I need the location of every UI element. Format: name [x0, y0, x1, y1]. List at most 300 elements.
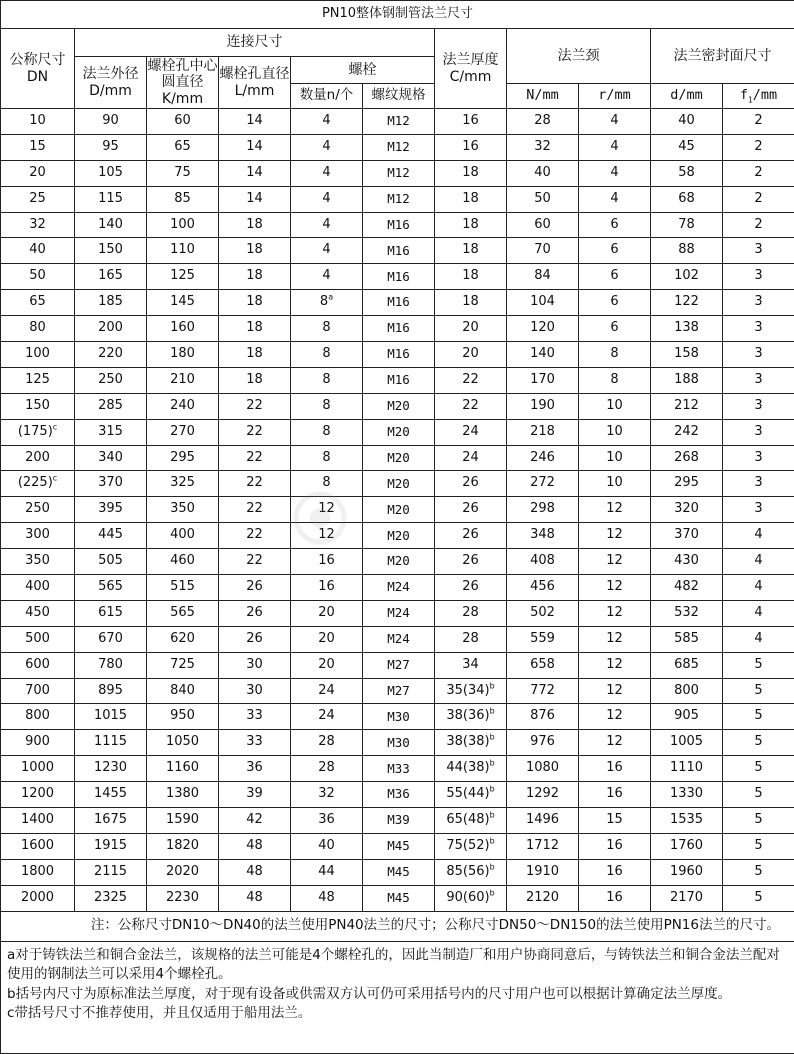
cell-n: 4 [291, 212, 363, 238]
cell-dn: 800 [1, 704, 75, 730]
cell-d: 445 [75, 523, 147, 549]
cell-n: 12 [291, 523, 363, 549]
cell-n: 8 [291, 393, 363, 419]
cell-k: 400 [147, 523, 219, 549]
cell-f1: 5 [723, 808, 794, 834]
cell-f1: 5 [723, 885, 794, 911]
cell-c: 20 [435, 316, 507, 342]
cell-c: 18 [435, 290, 507, 316]
cell-k: 2230 [147, 885, 219, 911]
cell-n: 24 [291, 704, 363, 730]
cell-c: 26 [435, 575, 507, 601]
cell-r: 12 [579, 730, 651, 756]
cell-d: 158 [651, 342, 723, 368]
cell-n: 976 [507, 730, 579, 756]
cell-dn: 125 [1, 367, 75, 393]
table-row [1, 678, 794, 704]
cell-n: 772 [507, 678, 579, 704]
cell-l: 18 [219, 290, 291, 316]
cell-n: 48 [291, 885, 363, 911]
cell-n: 4 [291, 160, 363, 186]
cell-l: 18 [219, 367, 291, 393]
table-row [1, 523, 794, 549]
header-outer-diameter: 法兰外径D/mm [75, 57, 147, 109]
cell-d: 895 [75, 678, 147, 704]
table-row [1, 367, 794, 393]
cell-c: $90(60)^b$ [435, 885, 507, 911]
cell-thread: M20 [363, 497, 435, 523]
cell-d: 1960 [651, 859, 723, 885]
cell-d: 370 [75, 471, 147, 497]
cell-l: 14 [219, 160, 291, 186]
cell-f1: 3 [723, 367, 794, 393]
cell-l: 14 [219, 186, 291, 212]
table-row [1, 445, 794, 471]
footnote-c: c带括号尺寸不推荐使用，并且仅适用于船用法兰。 [7, 1004, 788, 1024]
cell-d: 370 [651, 523, 723, 549]
cell-d: 615 [75, 600, 147, 626]
cell-d: 585 [651, 626, 723, 652]
cell-n: 8 [291, 471, 363, 497]
cell-thread: M30 [363, 704, 435, 730]
cell-c: 26 [435, 523, 507, 549]
cell-dn: 1000 [1, 756, 75, 782]
table-row [1, 575, 794, 601]
cell-d: 165 [75, 264, 147, 290]
cell-r: 12 [579, 600, 651, 626]
cell-d: 482 [651, 575, 723, 601]
table-row [1, 342, 794, 368]
cell-r: 8 [579, 342, 651, 368]
cell-n: 408 [507, 549, 579, 575]
cell-k: 1160 [147, 756, 219, 782]
cell-r: 12 [579, 652, 651, 678]
cell-dn: $(225)^c$ [1, 471, 75, 497]
header-dn: 公称尺寸DN [1, 29, 75, 109]
cell-l: 22 [219, 419, 291, 445]
cell-d: 2170 [651, 885, 723, 911]
cell-f1: 5 [723, 652, 794, 678]
cell-k: 565 [147, 600, 219, 626]
cell-f1: 5 [723, 782, 794, 808]
cell-f1: 4 [723, 626, 794, 652]
cell-c: 28 [435, 626, 507, 652]
cell-d: 242 [651, 419, 723, 445]
cell-n: 84 [507, 264, 579, 290]
table-row [1, 808, 794, 834]
cell-r: 16 [579, 885, 651, 911]
cell-d: 40 [651, 109, 723, 135]
cell-d: 102 [651, 264, 723, 290]
cell-r: 6 [579, 238, 651, 264]
table-body [1, 109, 794, 912]
cell-c: 16 [435, 109, 507, 135]
cell-n: 20 [291, 652, 363, 678]
table-row [1, 600, 794, 626]
cell-thread: M20 [363, 523, 435, 549]
cell-k: 60 [147, 109, 219, 135]
cell-thread: M16 [363, 290, 435, 316]
cell-dn: 1800 [1, 859, 75, 885]
cell-c: 20 [435, 342, 507, 368]
cell-d: 1015 [75, 704, 147, 730]
cell-n: 8 [291, 316, 363, 342]
table-row [1, 160, 794, 186]
header-neck-r: r/mm [579, 84, 651, 109]
cell-f1: 5 [723, 756, 794, 782]
header-thread: 螺纹规格 [363, 84, 435, 109]
cell-c: 26 [435, 497, 507, 523]
cell-d: 565 [75, 575, 147, 601]
cell-l: 22 [219, 471, 291, 497]
cell-d: 532 [651, 600, 723, 626]
cell-n: 4 [291, 186, 363, 212]
cell-d: 1330 [651, 782, 723, 808]
cell-c: 18 [435, 264, 507, 290]
cell-n: 8 [291, 367, 363, 393]
cell-thread: M16 [363, 238, 435, 264]
cell-d: 45 [651, 134, 723, 160]
cell-k: 240 [147, 393, 219, 419]
cell-c: 26 [435, 471, 507, 497]
cell-l: 14 [219, 134, 291, 160]
table-row [1, 730, 794, 756]
cell-d: 150 [75, 238, 147, 264]
header-connection: 连接尺寸 [75, 29, 435, 57]
table-row [1, 134, 794, 160]
header-seal-d: d/mm [651, 84, 723, 109]
cell-thread: M12 [363, 186, 435, 212]
cell-n: 50 [507, 186, 579, 212]
cell-d: 1230 [75, 756, 147, 782]
cell-l: 26 [219, 600, 291, 626]
cell-n: 348 [507, 523, 579, 549]
cell-r: 12 [579, 575, 651, 601]
cell-dn: 50 [1, 264, 75, 290]
cell-r: 6 [579, 316, 651, 342]
cell-thread: M20 [363, 419, 435, 445]
cell-n: 1496 [507, 808, 579, 834]
table-row [1, 316, 794, 342]
cell-d: 800 [651, 678, 723, 704]
table-row [1, 782, 794, 808]
cell-n: 16 [291, 575, 363, 601]
table-row [1, 238, 794, 264]
cell-d: 220 [75, 342, 147, 368]
cell-n: 1292 [507, 782, 579, 808]
cell-n: 16 [291, 549, 363, 575]
cell-r: 6 [579, 290, 651, 316]
cell-thread: M12 [363, 160, 435, 186]
table-row [1, 419, 794, 445]
cell-k: 515 [147, 575, 219, 601]
cell-r: 12 [579, 549, 651, 575]
cell-dn: 80 [1, 316, 75, 342]
cell-r: 15 [579, 808, 651, 834]
cell-d: 95 [75, 134, 147, 160]
cell-n: 120 [507, 316, 579, 342]
cell-thread: M20 [363, 393, 435, 419]
table-row [1, 756, 794, 782]
cell-n: 20 [291, 626, 363, 652]
cell-thread: M12 [363, 134, 435, 160]
table-row [1, 290, 794, 316]
cell-l: 42 [219, 808, 291, 834]
cell-n: 272 [507, 471, 579, 497]
cell-n: 4 [291, 238, 363, 264]
cell-l: 22 [219, 445, 291, 471]
cell-c: 34 [435, 652, 507, 678]
cell-c: $35(34)^b$ [435, 678, 507, 704]
cell-r: 6 [579, 212, 651, 238]
cell-l: 30 [219, 678, 291, 704]
cell-thread: M20 [363, 471, 435, 497]
cell-dn: 450 [1, 600, 75, 626]
cell-l: 18 [219, 316, 291, 342]
cell-n: 140 [507, 342, 579, 368]
cell-c: 18 [435, 212, 507, 238]
cell-thread: M45 [363, 859, 435, 885]
cell-d: 140 [75, 212, 147, 238]
cell-d: 1915 [75, 833, 147, 859]
cell-dn: 20 [1, 160, 75, 186]
cell-n: 4 [291, 109, 363, 135]
cell-l: 14 [219, 109, 291, 135]
cell-r: 4 [579, 109, 651, 135]
table-row [1, 212, 794, 238]
cell-k: 145 [147, 290, 219, 316]
cell-c: $65(48)^b$ [435, 808, 507, 834]
cell-thread: M20 [363, 549, 435, 575]
cell-thread: M12 [363, 109, 435, 135]
cell-n: 298 [507, 497, 579, 523]
cell-dn: 65 [1, 290, 75, 316]
cell-f1: 3 [723, 419, 794, 445]
cell-dn: 350 [1, 549, 75, 575]
cell-k: 325 [147, 471, 219, 497]
table-row [1, 109, 794, 135]
cell-n: 40 [291, 833, 363, 859]
cell-c: $85(56)^b$ [435, 859, 507, 885]
cell-d: 1760 [651, 833, 723, 859]
table-row [1, 471, 794, 497]
cell-d: 430 [651, 549, 723, 575]
cell-d: 1110 [651, 756, 723, 782]
cell-d: 780 [75, 652, 147, 678]
cell-l: 22 [219, 549, 291, 575]
cell-c: 22 [435, 367, 507, 393]
cell-f1: 4 [723, 575, 794, 601]
cell-n: 658 [507, 652, 579, 678]
cell-n: 8$^a$ [291, 290, 363, 316]
cell-k: 1380 [147, 782, 219, 808]
cell-f1: 5 [723, 730, 794, 756]
cell-l: 30 [219, 652, 291, 678]
cell-k: 125 [147, 264, 219, 290]
header-bolt-count: 数量n/个 [291, 84, 363, 109]
cell-l: 18 [219, 212, 291, 238]
cell-k: 210 [147, 367, 219, 393]
cell-d: 285 [75, 393, 147, 419]
cell-k: 1820 [147, 833, 219, 859]
cell-dn: 400 [1, 575, 75, 601]
cell-thread: M33 [363, 756, 435, 782]
cell-n: 4 [291, 264, 363, 290]
cell-dn: 100 [1, 342, 75, 368]
cell-dn: 500 [1, 626, 75, 652]
cell-n: 246 [507, 445, 579, 471]
cell-r: 4 [579, 160, 651, 186]
cell-f1: 3 [723, 445, 794, 471]
cell-f1: 5 [723, 678, 794, 704]
cell-k: 100 [147, 212, 219, 238]
cell-d: 58 [651, 160, 723, 186]
cell-d: 295 [651, 471, 723, 497]
cell-r: 10 [579, 445, 651, 471]
cell-k: 75 [147, 160, 219, 186]
cell-r: 12 [579, 678, 651, 704]
cell-dn: 200 [1, 445, 75, 471]
cell-n: 60 [507, 212, 579, 238]
footnotes [1, 941, 794, 1053]
cell-dn: 250 [1, 497, 75, 523]
cell-d: 200 [75, 316, 147, 342]
footnote-b: b括号内尺寸为原标准法兰厚度，对于现有设备或供需双方认可仍可采用括号内的尺寸用户也可以根据计算确定法兰厚度。 [7, 985, 788, 1005]
header-neck: 法兰颈 [507, 29, 651, 84]
cell-f1: 3 [723, 497, 794, 523]
cell-c: $38(36)^b$ [435, 704, 507, 730]
cell-d: 670 [75, 626, 147, 652]
cell-k: 950 [147, 704, 219, 730]
cell-dn: 1600 [1, 833, 75, 859]
cell-n: 28 [291, 730, 363, 756]
cell-n: 8 [291, 445, 363, 471]
cell-d: 1115 [75, 730, 147, 756]
cell-r: 10 [579, 393, 651, 419]
cell-f1: 4 [723, 523, 794, 549]
cell-r: 12 [579, 523, 651, 549]
cell-r: 10 [579, 471, 651, 497]
cell-n: 1910 [507, 859, 579, 885]
cell-thread: M16 [363, 212, 435, 238]
cell-d: 1535 [651, 808, 723, 834]
cell-l: 22 [219, 393, 291, 419]
cell-dn: 2000 [1, 885, 75, 911]
header-bolt-circle: 螺栓孔中心圆直径K/mm [147, 57, 219, 109]
cell-r: 4 [579, 186, 651, 212]
cell-k: 1590 [147, 808, 219, 834]
cell-c: 26 [435, 549, 507, 575]
cell-l: 33 [219, 730, 291, 756]
cell-f1: 3 [723, 471, 794, 497]
table-row [1, 626, 794, 652]
cell-thread: M24 [363, 626, 435, 652]
cell-n: 8 [291, 419, 363, 445]
cell-r: 10 [579, 419, 651, 445]
cell-l: 33 [219, 704, 291, 730]
cell-l: 18 [219, 264, 291, 290]
cell-n: 876 [507, 704, 579, 730]
cell-d: 88 [651, 238, 723, 264]
header-neck-n: N/mm [507, 84, 579, 109]
cell-k: 295 [147, 445, 219, 471]
cell-d: 315 [75, 419, 147, 445]
cell-f1: 2 [723, 186, 794, 212]
cell-f1: 2 [723, 109, 794, 135]
table-row [1, 393, 794, 419]
cell-f1: 3 [723, 264, 794, 290]
cell-d: 505 [75, 549, 147, 575]
header-bolt: 螺栓 [291, 57, 435, 84]
cell-thread: M30 [363, 730, 435, 756]
cell-dn: 15 [1, 134, 75, 160]
cell-d: 90 [75, 109, 147, 135]
cell-d: 68 [651, 186, 723, 212]
cell-dn: 25 [1, 186, 75, 212]
cell-thread: M16 [363, 367, 435, 393]
cell-r: 16 [579, 859, 651, 885]
cell-n: 44 [291, 859, 363, 885]
cell-n: 8 [291, 342, 363, 368]
cell-dn: 300 [1, 523, 75, 549]
cell-n: 2120 [507, 885, 579, 911]
cell-l: 26 [219, 626, 291, 652]
cell-r: 16 [579, 756, 651, 782]
cell-f1: 5 [723, 704, 794, 730]
cell-n: 20 [291, 600, 363, 626]
cell-thread: M24 [363, 600, 435, 626]
cell-k: 270 [147, 419, 219, 445]
cell-n: 28 [291, 756, 363, 782]
cell-n: 36 [291, 808, 363, 834]
cell-dn: 700 [1, 678, 75, 704]
cell-f1: 3 [723, 290, 794, 316]
cell-c: 16 [435, 134, 507, 160]
cell-k: 840 [147, 678, 219, 704]
cell-f1: 5 [723, 833, 794, 859]
cell-f1: 4 [723, 549, 794, 575]
cell-f1: 3 [723, 316, 794, 342]
cell-r: 6 [579, 264, 651, 290]
cell-k: 65 [147, 134, 219, 160]
cell-l: 22 [219, 497, 291, 523]
cell-k: 2020 [147, 859, 219, 885]
cell-thread: M39 [363, 808, 435, 834]
cell-c: $75(52)^b$ [435, 833, 507, 859]
cell-dn: 40 [1, 238, 75, 264]
cell-n: 218 [507, 419, 579, 445]
cell-k: 85 [147, 186, 219, 212]
cell-f1: 3 [723, 342, 794, 368]
cell-n: 28 [507, 109, 579, 135]
cell-r: 16 [579, 782, 651, 808]
cell-d: 340 [75, 445, 147, 471]
cell-k: 350 [147, 497, 219, 523]
table-row [1, 186, 794, 212]
cell-d: 1455 [75, 782, 147, 808]
cell-l: 36 [219, 756, 291, 782]
cell-thread: M20 [363, 445, 435, 471]
header-seal-f1: $f_1/mm$ [723, 84, 794, 109]
cell-k: 620 [147, 626, 219, 652]
cell-n: 12 [291, 497, 363, 523]
cell-n: 4 [291, 134, 363, 160]
cell-c: 28 [435, 600, 507, 626]
cell-c: 18 [435, 238, 507, 264]
cell-f1: 4 [723, 600, 794, 626]
table-row [1, 704, 794, 730]
cell-f1: 3 [723, 393, 794, 419]
